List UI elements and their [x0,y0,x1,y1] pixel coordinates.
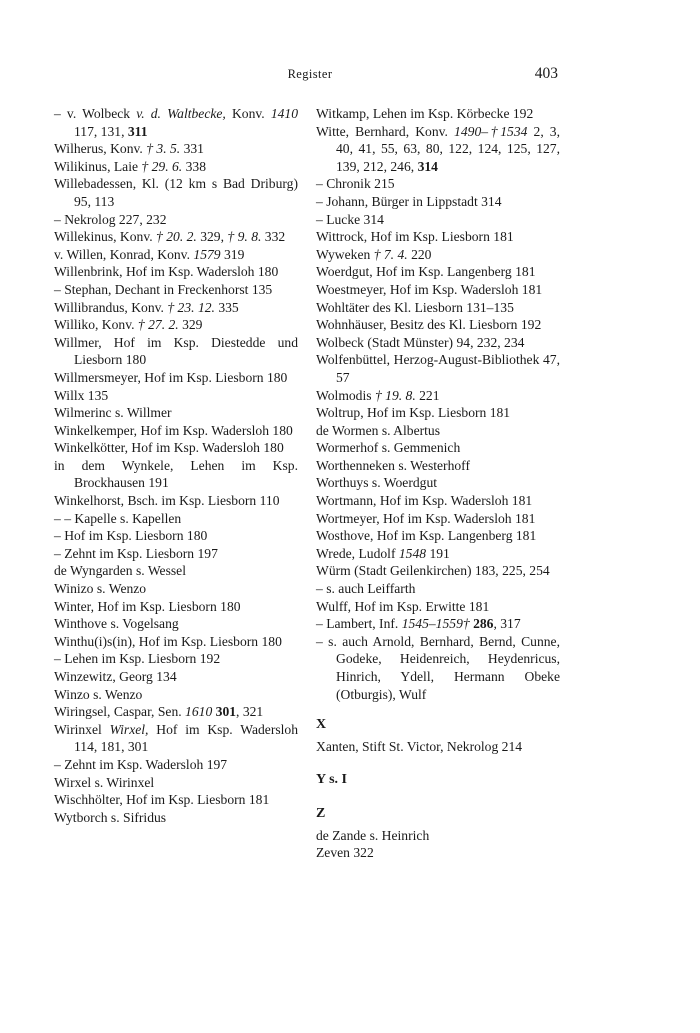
entry-text: – Stephan, Dechant in Freckenhorst 135 [54,281,273,297]
entry-text: Winkelkemper, Hof im Ksp. Wadersloh 180 [54,422,293,438]
index-entry [316,562,560,580]
index-entry [54,281,298,299]
entry-text: – Lucke 314 [316,211,384,227]
entry-text: 311 [127,123,148,139]
index-entry [54,721,298,756]
index-entry [54,457,298,492]
entry-text: – Johann, Bürger in Lippstadt 314 [316,193,502,209]
entry-text: Witte, Bernhard, Konv. [316,123,455,139]
index-entry [54,527,298,545]
entry-text: 331 [180,141,204,157]
index-entry [316,351,560,386]
entry-text: 332 [261,229,286,245]
entry-text: 301 [215,704,237,720]
entry-text: Winter, Hof im Ksp. Liesborn 180 [54,598,241,614]
entry-text: Wiringsel, Caspar, Sen. [54,704,186,720]
index-entry [54,263,298,281]
entry-text: Wosthove, Hof im Ksp. Langenberg 181 [316,528,537,544]
entry-text: Wischhölter, Hof im Ksp. Liesborn 181 [54,792,270,808]
index-entry [316,474,560,492]
index-entry [316,545,560,563]
entry-text: Willenbrink, Hof im Ksp. Wadersloh 180 [54,264,279,280]
entry-text: – Chronik 215 [316,176,395,192]
entry-text: Wortmeyer, Hof im Ksp. Wadersloh 181 [316,510,536,526]
entry-text: † 23. 12. [167,299,215,315]
index-entry [54,299,298,317]
entry-text: 338 [182,158,206,174]
entry-text: Wilmerinc s. Willmer [54,405,172,421]
entry-text: 314 [417,158,438,174]
page-header [0,66,700,86]
index-entry [316,457,560,475]
entry-text: 1490–†1534 [454,123,528,139]
entry-text: v. Willen, Konrad, Konv. [54,246,194,262]
entry-text: Williko, Konv. [54,317,138,333]
index-entry [316,387,560,405]
index-entry [54,334,298,369]
entry-text: Winthove s. Vogelsang [54,616,179,632]
index-entry [316,193,560,211]
entry-text: – Zehnt im Ksp. Liesborn 197 [54,545,218,561]
index-entry [316,633,560,703]
entry-text: 221 [415,387,440,403]
index-entry [54,791,298,809]
index-entry [54,510,298,528]
entry-text: – – Kapelle s. Kapellen [54,510,182,526]
entry-text: 286 [473,616,494,632]
entry-text: † 29. 6. [141,158,183,174]
index-entry [54,809,298,827]
index-column-right [316,105,560,862]
index-entry [316,615,560,633]
index-entry [54,774,298,792]
entry-text: Worthenneken s. Westerhoff [316,457,470,473]
entry-text: † 7. 4. [373,246,408,262]
section-letter-heading: Z [316,805,326,821]
entry-text: † 27. 2. [137,317,179,333]
index-entry [54,703,298,721]
index-entry [54,105,298,140]
index-entry [54,686,298,704]
section-letter-heading: Y s. I [316,772,347,788]
entry-text: 1410 [270,106,298,121]
entry-text: – Lambert, Inf. [316,616,402,632]
index-entry [54,387,298,405]
entry-text: Wrede, Ludolf [316,545,399,561]
entry-text: Wirinxel [54,721,110,737]
index-entry [54,580,298,598]
entry-text: 191 [426,545,450,561]
entry-text: Wyweken [316,246,374,262]
entry-text: 220 [407,246,432,262]
entry-text: Willx 135 [54,387,109,403]
entry-text: † 3. 5. [146,141,181,157]
entry-text: Winthu(i)s(in), Hof im Ksp. Liesborn 180 [54,633,282,649]
entry-text: in dem Wynkele, Lehen im Ksp. Brockhausen 191 [54,457,298,491]
entry-text: de Wormen s. Albertus [316,422,441,438]
entry-text: Xanten, Stift St. Victor, Nekrolog 214 [316,738,523,754]
entry-text: 1610 [185,704,213,720]
entry-text: 329 [178,317,203,333]
entry-text: Wirxel, [109,721,149,737]
index-entry [316,580,560,598]
index-entry [316,439,560,457]
entry-text: 1545–1559† [401,616,470,632]
entry-text: Wilikinus, Laie [54,158,142,174]
index-entry [316,281,560,299]
entry-text: Woestmeyer, Hof im Ksp. Wadersloh 181 [316,281,543,297]
index-entry [54,650,298,668]
entry-text: Winkelkötter, Hof im Ksp. Wadersloh 180 [54,440,284,456]
entry-text: † 19. 8. [374,387,416,403]
entry-text: Wirxel s. Wirinxel [54,774,155,790]
index-entry [316,316,560,334]
entry-text: v. d. Waltbecke, [136,106,226,121]
entry-text: , 317 [493,616,521,632]
index-entry [54,439,298,457]
index-entry [316,827,560,845]
entry-text: de Wyngarden s. Wessel [54,563,186,579]
entry-text: Zeven 322 [316,845,374,861]
entry-text: Wittrock, Hof im Ksp. Liesborn 181 [316,229,514,245]
index-entry [316,492,560,510]
index-entry [316,510,560,528]
entry-text: Willibrandus, Konv. [54,299,168,315]
entry-text: 117, 131, [74,123,128,139]
index-entry [54,316,298,334]
entry-text: Wilherus, Konv. [54,141,147,157]
entry-text: Wytborch s. Sifridus [54,809,167,825]
index-entry [316,527,560,545]
entry-text: Woltrup, Hof im Ksp. Liesborn 181 [316,405,511,421]
index-entry [316,598,560,616]
entry-text: Willebadessen, Kl. (12 km s Bad Driburg) 95, 113 [54,176,298,209]
running-title: Register [287,67,333,81]
entry-text: Winzewitz, Georg 134 [54,669,177,684]
entry-text: Willekinus, Konv. [54,229,157,245]
entry-text: 1579 [193,246,221,262]
index-entry [54,140,298,158]
section-letter-heading: X [316,717,327,733]
entry-text: – Nekrolog 227, 232 [54,211,167,227]
entry-text: Wulff, Hof im Ksp. Erwitte 181 [316,598,490,614]
entry-text: Winzo s. Wenzo [54,686,143,702]
entry-text: Wolmodis [316,387,375,403]
entry-text: Würm (Stadt Geilenkirchen) 183, 225, 254 [316,563,550,579]
entry-text: † 20. 2. [156,229,197,245]
entry-text: – v. Wolbeck [54,106,137,121]
index-entry [54,228,298,246]
entry-text: 2, 3, 40, 41, 55, 63, 80, 122, 124, 125, 127, 139, 212, 246, [336,123,561,174]
index-entry [316,404,560,422]
index-entry [316,299,560,317]
entry-text: – s. auch Leiffarth [316,581,416,597]
index-entry [316,211,560,229]
index-entry [54,422,298,440]
entry-text: Worthuys s. Woerdgut [316,475,438,491]
index-entry [316,175,560,193]
entry-text: 329, [196,229,228,245]
entry-text: – Hof im Ksp. Liesborn 180 [54,528,208,544]
entry-text: Winizo s. Wenzo [54,581,147,597]
entry-text: Willmersmeyer, Hof im Ksp. Liesborn 180 [54,369,288,385]
entry-text: Wolbeck (Stadt Münster) 94, 232, 234 [316,334,525,350]
index-entry [316,246,560,264]
entry-text: de Zande s. Heinrich [316,827,430,843]
entry-text: 1548 [398,545,427,561]
index-entry [316,123,560,176]
entry-text: Wolfenbüttel, Herzog-August-Bibliothek 47, 57 [316,352,560,385]
index-entry [54,598,298,616]
index-column-left [54,105,298,826]
entry-text: Wormerhof s. Gemmenich [316,440,461,456]
index-entry [54,211,298,229]
entry-text: Wortmann, Hof im Ksp. Wadersloh 181 [316,493,533,509]
index-entry [54,668,298,686]
index-entry [316,844,560,862]
entry-text: Winkelhorst, Bsch. im Ksp. Liesborn 110 [54,493,280,509]
index-entry [54,756,298,774]
entry-text: Woerdgut, Hof im Ksp. Langenberg 181 [316,264,536,280]
index-entry [316,263,560,281]
entry-text: – Zehnt im Ksp. Wadersloh 197 [54,756,228,772]
index-entry [54,246,298,264]
index-entry [316,738,560,756]
entry-text: , 321 [236,704,264,720]
index-entry [316,105,560,123]
index-entry [316,228,560,246]
entry-text: – Lehen im Ksp. Liesborn 192 [54,651,221,667]
entry-text: – s. auch Arnold, Bernhard, Bernd, Cunne, Godeke, Heidenreich, Heydenricus, Hinrich, Ydell, Hermann Obeke (Otburgis), Wulf [316,633,560,702]
index-entry [54,369,298,387]
index-entry [316,334,560,352]
index-entry [54,562,298,580]
entry-text: Hof im Ksp. Wadersloh 114, 181, 301 [74,721,299,755]
index-entry [54,492,298,510]
index-entry [54,633,298,651]
index-entry [54,158,298,176]
index-entry [54,404,298,422]
index-entry [54,545,298,563]
entry-text: Wohnhäuser, Besitz des Kl. Liesborn 192 [316,317,542,333]
index-entry [54,615,298,633]
entry-text: Witkamp, Lehen im Ksp. Körbecke 192 [316,106,534,121]
entry-text: † 9. 8. [227,229,262,245]
entry-text: 335 [214,299,239,315]
page-number: 403 [534,65,558,82]
index-entry [316,422,560,440]
entry-text: Wohltäter des Kl. Liesborn 131–135 [316,299,514,315]
entry-text: 319 [220,246,245,262]
index-entry [54,175,298,210]
entry-text: Konv. [225,106,271,121]
entry-text: Willmer, Hof im Ksp. Diestedde und Liesborn 180 [54,334,298,368]
